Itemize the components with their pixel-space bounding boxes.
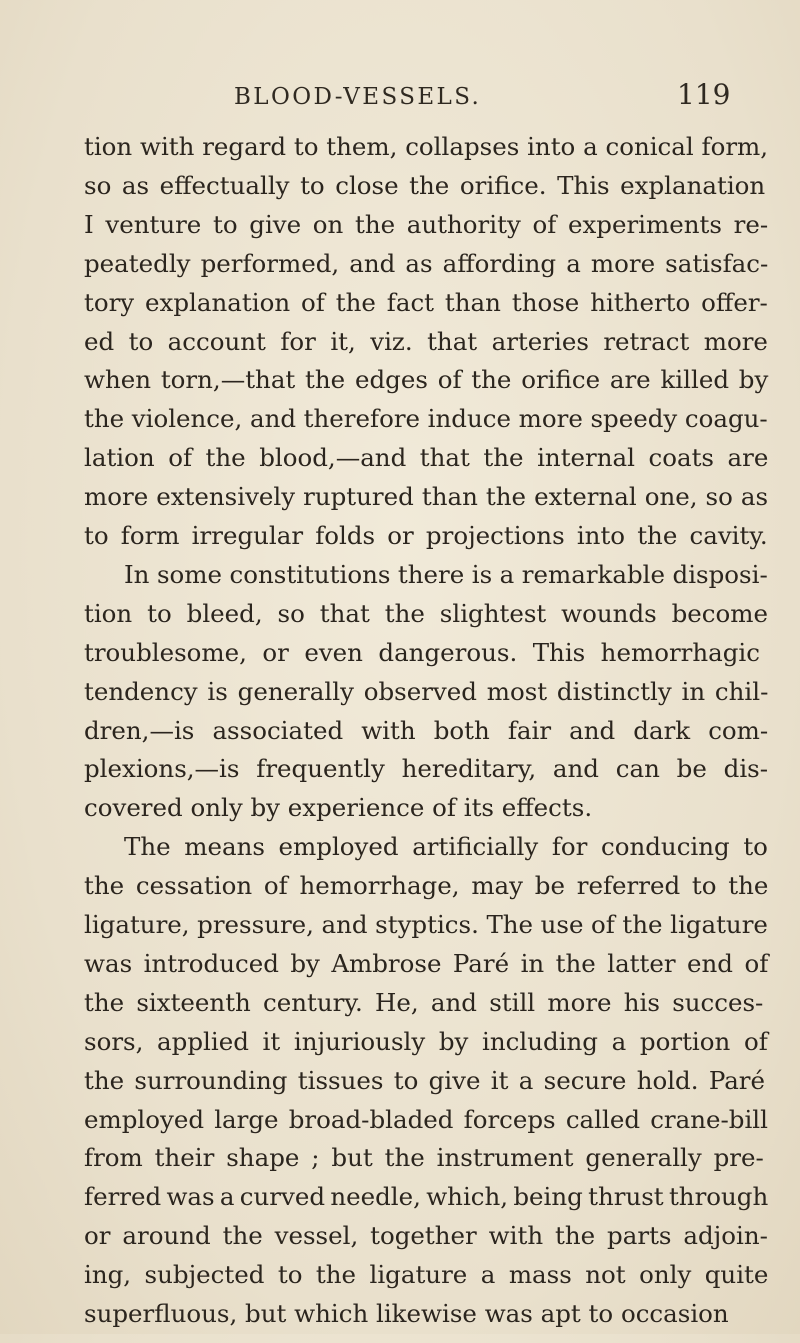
text-line-17: plexions,—is frequently hereditary, and can be dis- <box>84 754 769 784</box>
text-line-29: or around the vessel, together with the parts adjoin- <box>84 1221 768 1251</box>
text-line-30: ing, subjected to the ligature a mass not only quite <box>84 1260 769 1290</box>
text-line-22: was introduced by Ambrose Paré in the latter end of <box>84 948 769 978</box>
text-line-4: peatedly performed, and as affording a more satisfac- <box>84 248 769 278</box>
text-line-3: I venture to give on the authority of experiments re- <box>84 209 769 239</box>
running-head <box>0 78 800 118</box>
text-line-2: so as effectually to close the orifice. This explanation <box>84 170 766 200</box>
running-head-title: BLOOD-VESSELS. <box>234 84 482 110</box>
text-line-11: to form irregular folds or projections into the cavity. <box>84 521 768 550</box>
text-line-20: the cessation of hemorrhage, may be referred to the <box>84 871 769 901</box>
text-line-10: more extensively ruptured than the external one, so as <box>84 482 769 512</box>
text-line-8: the violence, and therefore induce more speedy coagu- <box>84 404 768 434</box>
text-line-14: troublesome, or even dangerous. This hemorrhagic <box>84 637 760 667</box>
text-line-7: when torn,—that the edges of the orifice are killed by <box>84 365 769 395</box>
text-line-19: The means employed artificially for conducing to <box>124 832 768 862</box>
page-number: 119 <box>677 78 731 111</box>
text-line-23: the sixteenth century. He, and still more his succes- <box>84 987 764 1017</box>
text-line-25: the surrounding tissues to give it a secure hold. Paré <box>84 1065 766 1095</box>
text-line-1: tion with regard to them, collapses into a conical form, <box>84 132 769 161</box>
text-line-24: sors, applied it injuriously by including a portion of <box>84 1026 768 1056</box>
text-line-18: covered only by experience of its effects. <box>84 793 593 823</box>
text-line-28: ferred was a curved needle, which, being thrust through <box>84 1182 769 1212</box>
text-line-15: tendency is generally observed most distinctly in chil- <box>84 676 769 706</box>
text-line-26: employed large broad-bladed forceps called crane-bill <box>84 1104 768 1134</box>
text-line-13: tion to bleed, so that the slightest wounds become <box>84 598 769 628</box>
text-line-5: tory explanation of the fact than those hitherto offer- <box>84 287 768 317</box>
text-line-16: dren,—is associated with both fair and dark com- <box>84 715 769 745</box>
text-line-31: superfluous, but which likewise was apt to occasion <box>84 1299 729 1328</box>
text-line-27: from their shape ; but the instrument generally pre- <box>84 1143 764 1173</box>
text-line-9: lation of the blood,—and that the internal coats are <box>84 443 769 473</box>
text-line-6: ed to account for it, viz. that arteries retract more <box>84 326 768 356</box>
text-line-21: ligature, pressure, and styptics. The use of the ligature <box>84 910 768 939</box>
text-line-12: In some constitutions there is a remarkable disposi- <box>124 559 768 589</box>
